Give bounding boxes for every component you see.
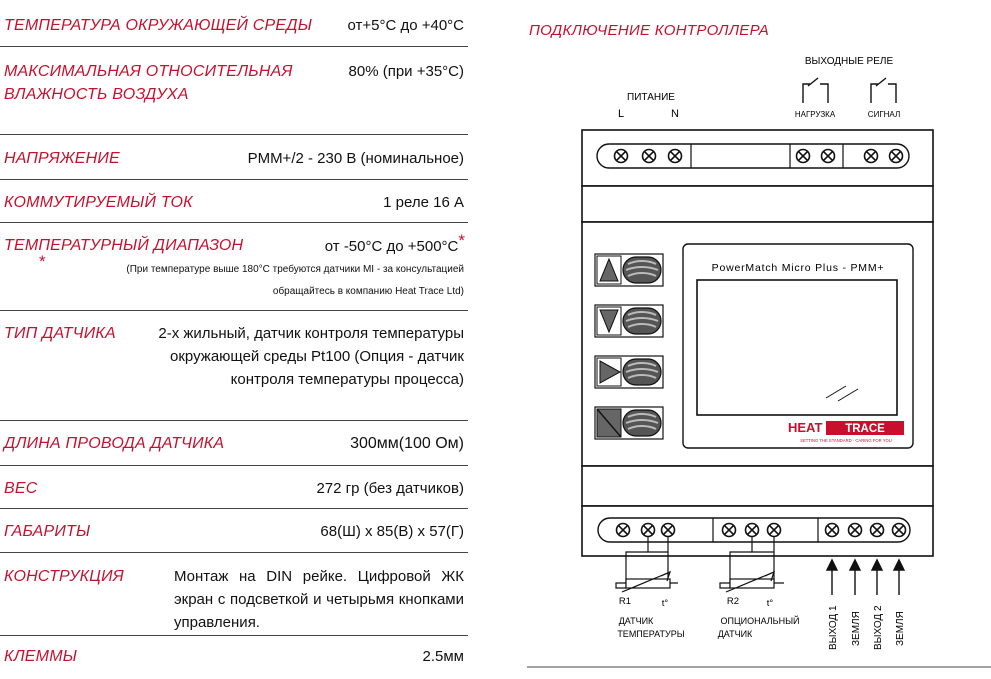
spec-value-ambient-temp: от+5°С до +40°С: [347, 17, 464, 34]
terminal-screw-out2: [871, 524, 884, 537]
r2-label: R2: [726, 596, 740, 607]
terminal-screw: [643, 150, 656, 163]
relay-contact-load-icon: [803, 78, 828, 103]
output1-label: ВЫХОД 1: [828, 605, 839, 650]
spec-value-wire-length: 300мм(100 Ом): [350, 435, 464, 452]
terminal-screw-r1-b: [662, 524, 675, 537]
asterisk-mark: *: [458, 231, 465, 250]
button-up[interactable]: [595, 254, 663, 286]
terminal-l-label: L: [617, 108, 625, 120]
device-name: PowerMatch Micro Plus - PMM+: [711, 262, 885, 274]
terminal-screw-r2-a: [746, 524, 759, 537]
asterisk-mark: *: [39, 252, 46, 271]
display-panel: [683, 244, 913, 448]
button-right[interactable]: [595, 356, 663, 388]
terminal-screw: [617, 524, 630, 537]
temp-range-note-line1: (При температуре выше 180°С требуются датчики MI - за консультацией: [126, 264, 464, 275]
spec-label-current: КОММУТИРУЕМЫЙ ТОК: [4, 194, 193, 211]
power-label: ПИТАНИЕ: [627, 92, 675, 103]
spec-label-construction: КОНСТРУКЦИЯ: [4, 568, 124, 585]
terminal-screw-out1: [826, 524, 839, 537]
bottom-terminal-block: [598, 518, 910, 542]
button-enter[interactable]: [595, 407, 663, 439]
spec-label-sensor-type: ТИП ДАТЧИКА: [4, 325, 116, 342]
temp-range-note-line2: обращайтесь в компанию Heat Trace Ltd): [272, 286, 464, 297]
load-label: НАГРУЗКА: [794, 110, 836, 119]
spec-label-dimensions: ГАБАРИТЫ: [4, 523, 91, 540]
terminal-screw: [723, 524, 736, 537]
temp-range-value: от -50°С до +500°С: [324, 238, 459, 255]
sensor2-label-line1: ОПЦИОНАЛЬНЫЙ: [720, 616, 800, 626]
spec-label-humidity: МАКСИМАЛЬНАЯ ОТНОСИТЕЛЬНАЯ ВЛАЖНОСТЬ ВОЗДУХА: [4, 63, 293, 103]
terminal-screw-gnd1: [849, 524, 862, 537]
terminal-screw-load-1: [797, 150, 810, 163]
terminal-screw-r2-b: [768, 524, 781, 537]
spec-value-voltage: PMM+/2 - 230 В (номинальное): [247, 150, 464, 167]
spec-label-voltage: НАПРЯЖЕНИЕ: [4, 150, 120, 167]
terminal-screw-gnd2: [893, 524, 906, 537]
ground1-label: ЗЕМЛЯ: [851, 611, 862, 646]
spec-value-terminals: 2.5мм: [422, 648, 464, 665]
spec-value-construction: Монтаж на DIN рейке. Цифровой ЖК экран с подсветкой и четырьмя кнопками управления.: [174, 568, 464, 631]
spec-label-temp-range: ТЕМПЕРАТУРНЫЙ ДИАПАЗОН: [4, 237, 244, 254]
output2-label: ВЫХОД 2: [873, 605, 884, 650]
spec-value-sensor-type: 2-х жильный, датчик контроля температуры окружающей среды Pt100 (Опция - датчик контроля температуры процесса): [158, 325, 464, 388]
ground2-label: ЗЕМЛЯ: [895, 611, 906, 646]
brand-tagline: SETTING THE STANDARD · CARING FOR YOU: [800, 438, 892, 443]
spec-label-ambient-temp: ТЕМПЕРАТУРА ОКРУЖАЮЩЕЙ СРЕДЫ: [4, 17, 313, 34]
spec-label-wire-length: ДЛИНА ПРОВОДА ДАТЧИКА: [4, 435, 225, 452]
signal-label: СИГНАЛ: [867, 110, 901, 119]
button-down[interactable]: [595, 305, 663, 337]
spec-value-dimensions: 68(Ш) х 85(В) х 57(Г): [320, 523, 464, 540]
top-terminal-block: [597, 144, 909, 168]
spec-value-weight: 272 гр (без датчиков): [316, 480, 464, 497]
relay-contact-signal-icon: [871, 78, 896, 103]
spec-label-weight: ВЕС: [4, 480, 38, 497]
terminal-screw-l: [615, 150, 628, 163]
output-relays-label: ВЫХОДНЫЕ РЕЛЕ: [804, 56, 894, 67]
terminal-screw-signal-1: [865, 150, 878, 163]
sensor1-label-line2: ТЕМПЕРАТУРЫ: [617, 629, 685, 639]
spec-label-terminals: КЛЕММЫ: [4, 648, 78, 665]
spec-value-humidity: 80% (при +35°С): [348, 63, 464, 80]
output-arrows: [827, 560, 904, 595]
terminal-screw-load-2: [822, 150, 835, 163]
terminal-screw-n: [669, 150, 682, 163]
sensor1-label-line1: ДАТЧИК: [618, 616, 654, 626]
r1-label: R1: [618, 596, 632, 607]
t-symbol: t°: [766, 598, 774, 609]
lcd-screen: [697, 280, 897, 415]
sensor2-label-line2: ДАТЧИК: [717, 629, 753, 639]
brand-trace: TRACE: [845, 423, 885, 435]
t-symbol: t°: [661, 598, 669, 609]
spec-value-current: 1 реле 16 А: [383, 194, 464, 211]
terminal-screw-r1-a: [642, 524, 655, 537]
terminal-screw-signal-2: [890, 150, 903, 163]
brand-heat: HEAT: [788, 420, 823, 435]
terminal-n-label: N: [671, 108, 679, 120]
diagram-title: ПОДКЛЮЧЕНИЕ КОНТРОЛЛЕРА: [529, 22, 770, 39]
